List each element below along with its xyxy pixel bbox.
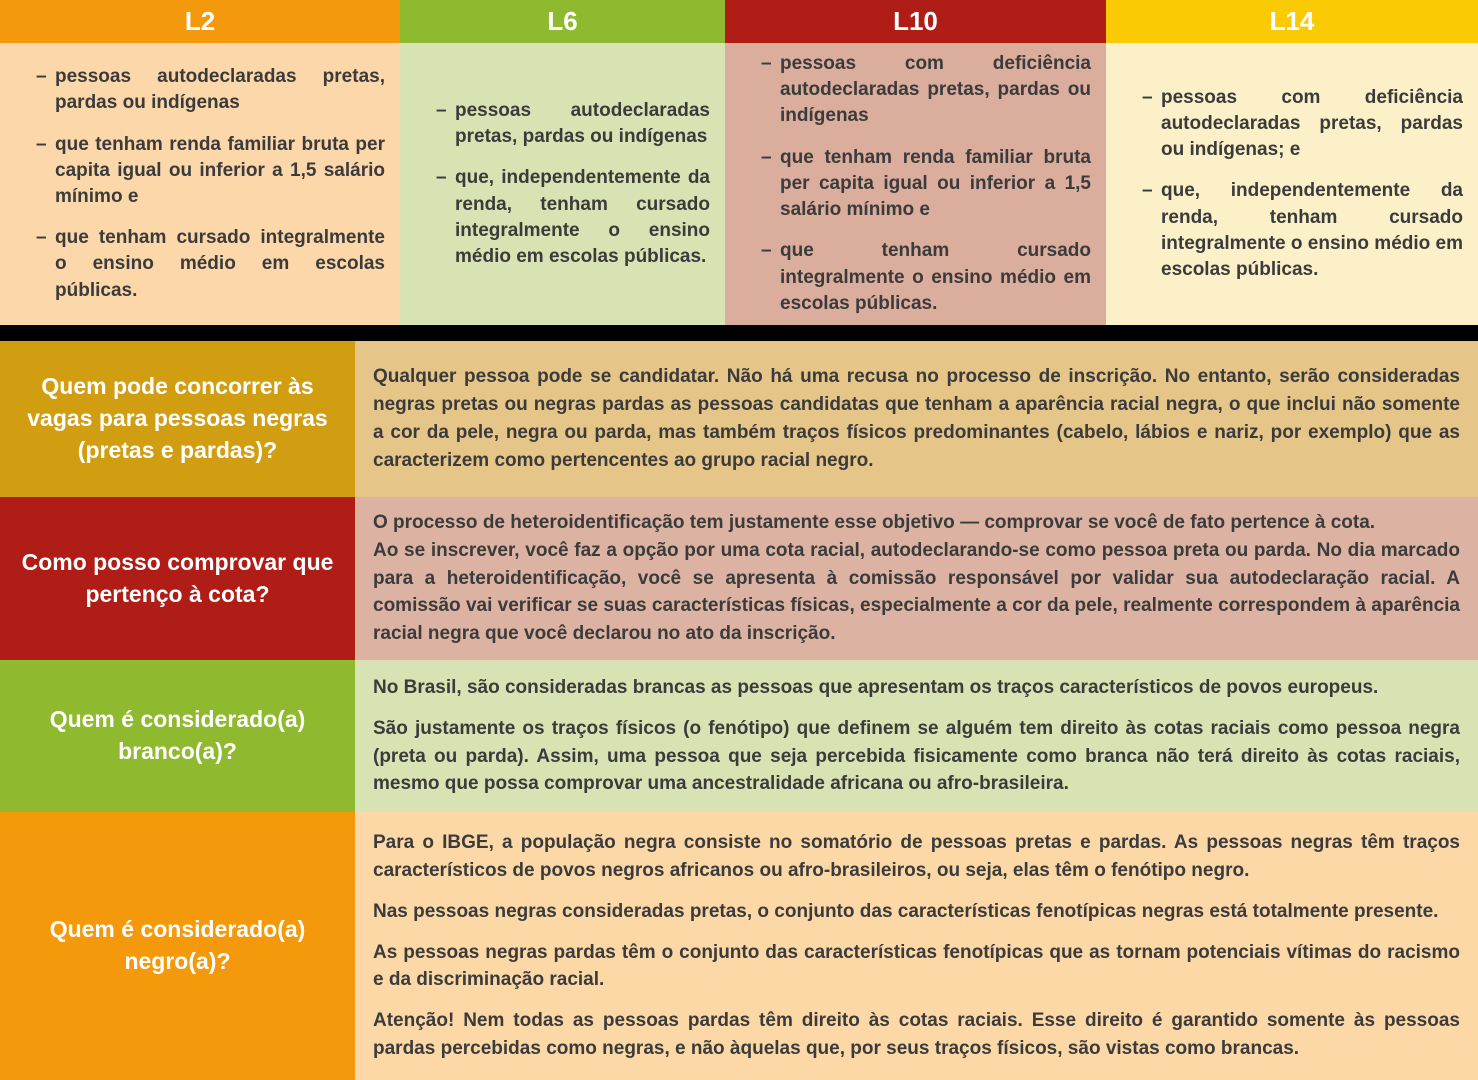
quota-column-l6-title: L6 xyxy=(547,6,578,36)
dash-bullet: – xyxy=(1142,86,1153,108)
bullet-text: que tenham renda familiar bruta per capita igual ou inferior a 1,5 salário mínimo e xyxy=(780,146,1091,221)
faq-row-considerado-branco xyxy=(0,660,1478,812)
quota-column-l14-body xyxy=(1106,43,1478,325)
quota-column-l10-header xyxy=(725,0,1106,43)
faq-answer-paragraph: Qualquer pessoa pode se candidatar. Não há uma recusa no processo de inscrição. No entanto, serão consideradas negras pretas ou negras pardas as pessoas candidatas que tenham a aparência racial negra, o que inclui não somente a cor da pele, negra ou parda, mas também traços físicos predominantes (cabelo, lábios e nariz, por exemplo) que as caracterizem como pertencentes ao grupo racial negro. xyxy=(373,366,1460,471)
quota-column-l6-body xyxy=(400,43,725,325)
faq-answer-paragraph: O processo de heteroidentificação tem justamente esse objetivo — comprovar se você de fato pertence à cota. xyxy=(373,511,1376,533)
faq-row-quem-pode-concorrer xyxy=(0,341,1478,497)
bullet-text: que tenham cursado integralmente o ensino médio em escolas públicas. xyxy=(55,227,385,301)
bullet-item xyxy=(1142,178,1463,283)
dash-bullet: – xyxy=(761,240,772,262)
bullet-item xyxy=(36,132,385,211)
bullet-text: que, independentemente da renda, tenham cursado integralmente o ensino médio em escolas públicas. xyxy=(1161,180,1463,281)
faq-answer-paragraph: Para o IBGE, a população negra consiste no somatório de pessoas pretas e pardas. As pessoas negras têm traços característicos de povos negros africanos ou afro-brasileiros, ou seja, elas têm o fenótipo negro. xyxy=(373,831,1460,881)
bullet-text: pessoas autodeclaradas pretas, pardas ou indígenas xyxy=(455,99,710,148)
faq-question xyxy=(0,660,355,812)
dash-bullet: – xyxy=(436,167,447,189)
quota-column-l6-header xyxy=(400,0,725,43)
faq-answer-paragraph: As pessoas negras pardas têm o conjunto das características fenotípicas que as tornam potenciais vítimas do racismo e da discriminação racial. xyxy=(373,941,1460,991)
bullet-item xyxy=(436,98,710,150)
faq-answer-paragraph: Ao se inscrever, você faz a opção por uma cota racial, autodeclarando-se como pessoa preta ou parda. No dia marcado para a heteroidentificação, você se apresenta à comissão responsável por validar sua autodeclaração racial. A comissão vai verificar se suas características físicas, especialmente a cor da pele, realmente correspondem à aparência racial negra que você declarou no ato da inscrição. xyxy=(373,539,1460,645)
bullet-item xyxy=(436,165,710,270)
faq-answer-paragraph: São justamente os traços físicos (o fenótipo) que definem se alguém tem direito às cotas raciais como pessoa negra (preta ou parda). Assim, uma pessoa que seja percebida fisicamente como branca não terá direito às cotas raciais, mesmo que possa comprovar uma ancestralidade africana ou afro-brasileira. xyxy=(373,717,1460,795)
divider-bar xyxy=(0,325,1478,341)
faq-answer-paragraph: Nas pessoas negras consideradas pretas, o conjunto das características fenotípicas negras está totalmente presente. xyxy=(373,900,1439,922)
quota-column-l10-title: L10 xyxy=(893,6,938,36)
quota-columns-section xyxy=(0,0,1478,325)
bullet-text: pessoas com deficiência autodeclaradas pretas, pardas ou indígenas; e xyxy=(1161,86,1463,161)
bullet-item xyxy=(761,51,1091,130)
dash-bullet: – xyxy=(36,66,47,88)
quota-column-l14 xyxy=(1106,0,1478,325)
faq-question xyxy=(0,812,355,1080)
faq-answer xyxy=(355,341,1478,497)
faq-question xyxy=(0,497,355,660)
bullet-text: pessoas autodeclaradas pretas, pardas ou indígenas xyxy=(55,66,385,114)
dash-bullet: – xyxy=(1142,180,1153,202)
quota-column-l14-header xyxy=(1106,0,1478,43)
dash-bullet: – xyxy=(761,146,772,168)
faq-section xyxy=(0,341,1478,1080)
quota-column-l2-header xyxy=(0,0,400,43)
quota-column-l2-body xyxy=(0,43,400,325)
faq-question-text: Como posso comprovar que pertenço à cota? xyxy=(21,548,334,607)
bullet-text: pessoas com deficiência autodeclaradas pretas, pardas ou indígenas xyxy=(780,53,1091,127)
dash-bullet: – xyxy=(761,53,772,75)
bullet-text: que tenham renda familiar bruta per capita igual ou inferior a 1,5 salário mínimo e xyxy=(55,133,385,207)
bullet-text: que, independentemente da renda, tenham cursado integralmente o ensino médio em escolas públicas. xyxy=(455,167,710,267)
quota-column-l10 xyxy=(725,0,1106,325)
faq-question-text: Quem é considerado(a) branco(a)? xyxy=(49,706,306,764)
faq-answer-paragraph: Atenção! Nem todas as pessoas pardas têm direito às cotas raciais. Esse direito é garantido somente às pessoas pardas percebidas como negras, e não àquelas que, por seus traços físicos, são vistas como brancas. xyxy=(373,1010,1460,1060)
quota-column-l14-title: L14 xyxy=(1269,6,1315,36)
bullet-text: que tenham cursado integralmente o ensino médio em escolas públicas. xyxy=(780,240,1091,314)
bullet-item xyxy=(761,145,1091,224)
faq-row-como-comprovar xyxy=(0,497,1478,660)
dash-bullet: – xyxy=(36,133,47,155)
faq-answer xyxy=(355,497,1478,660)
faq-answer-paragraph: No Brasil, são consideradas brancas as pessoas que apresentam os traços característicos de povos europeus. xyxy=(373,676,1379,698)
quota-column-l10-body xyxy=(725,43,1106,325)
bullet-item xyxy=(36,64,385,116)
bullet-item xyxy=(36,225,385,304)
dash-bullet: – xyxy=(36,227,47,249)
faq-question-text: Quem é considerado(a) negro(a)? xyxy=(49,916,306,974)
faq-answer xyxy=(355,660,1478,812)
faq-row-considerado-negro xyxy=(0,812,1478,1080)
faq-question-text: Quem pode concorrer às vagas para pessoas negras (pretas e pardas)? xyxy=(27,373,328,463)
quota-column-l2-title: L2 xyxy=(184,6,216,36)
bullet-item xyxy=(1142,85,1463,164)
faq-answer xyxy=(355,812,1478,1080)
quota-column-l6 xyxy=(400,0,725,325)
dash-bullet: – xyxy=(436,99,447,121)
bullet-item xyxy=(761,238,1091,317)
faq-question xyxy=(0,341,355,497)
quota-column-l2 xyxy=(0,0,400,325)
